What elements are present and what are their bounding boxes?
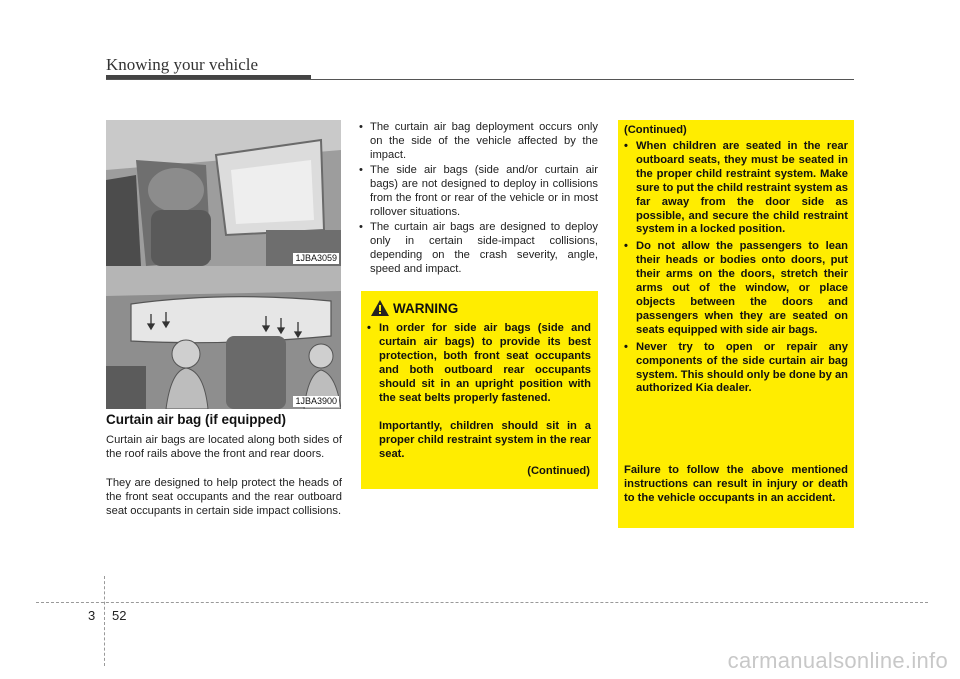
list-item: • Never try to open or repair any components of the side curtain air bag system. This should only be done by an authorized Kia dealer.: [624, 340, 848, 395]
header-rule: [106, 79, 854, 80]
continued-footer-text: Failure to follow the above mentioned instructions can result in injury or death to the vehicle occupants in an accident.: [624, 464, 848, 504]
list-item: • In order for side air bags (side and curtain air bags) to provide its best protection, both front seat occupants and both outboard rear occupants should sit in an upright position with the seat belts properly fastened.: [367, 322, 591, 404]
warning-list: [367, 321, 591, 405]
warning-box: [361, 291, 598, 489]
rear-seat-illustration: [106, 120, 341, 266]
warning-triangle-icon: [371, 300, 389, 316]
warning-title: WARNING: [393, 301, 459, 316]
footer-divider: [36, 602, 928, 603]
curtain-airbag-deployment-image: [106, 266, 341, 409]
curtain-airbag-illustration: [106, 266, 341, 409]
page-number: 52: [112, 608, 127, 623]
chapter-number: 3: [88, 608, 96, 623]
watermark: carmanualsonline.info: [727, 648, 948, 673]
body-paragraph: Curtain air bags are located along both sides of the roof rails above the front and rear doors.: [106, 434, 342, 460]
list-item: • When children are seated in the rear outboard seats, they must be seated in the proper child restraint system. Make sure to put the child restraint system as far away from the door side as possible, and secure the child restraint system in a locked position.: [624, 140, 848, 236]
continued-warning-list: [624, 140, 848, 399]
list-item: • Do not allow the passengers to lean their heads or bodies onto doors, put their arms on the doors, stretch their arms out of the window, or place objects between the doors and passengers when they are seated on seats equipped with side air bags.: [624, 240, 848, 336]
header-title: Knowing your vehicle: [106, 55, 259, 74]
continued-heading: (Continued): [624, 124, 687, 136]
footer-vertical-divider: [104, 576, 105, 666]
car-interior-rear-seat-image: [106, 120, 341, 266]
list-item: • The side air bags (side and/or curtain air bags) are not designed to deploy in collisions from the front or rear of the vehicle or in most rollover situations.: [359, 164, 598, 218]
body-paragraph: They are designed to help protect the heads of the front seat occupants and the rear outboard seat occupants in certain side impact collisions.: [106, 477, 342, 517]
section-heading: Curtain air bag (if equipped): [106, 412, 287, 427]
figure-label: 1JBA3900: [295, 396, 337, 406]
list-item: • The curtain air bag deployment occurs only on the side of the vehicle affected by the impact.: [359, 121, 598, 161]
list-item: • The curtain air bags are designed to deploy only in certain side-impact collisions, depending on the crash severity, angle, speed and impact.: [359, 221, 598, 275]
figure-label: 1JBA3059: [295, 253, 337, 263]
continued-warning-box: [618, 120, 854, 528]
deployment-notes-list: [358, 120, 598, 277]
warning-subtext: Importantly, children should sit in a proper child restraint system in the rear seat.: [379, 420, 591, 460]
continued-label: (Continued): [527, 465, 590, 477]
